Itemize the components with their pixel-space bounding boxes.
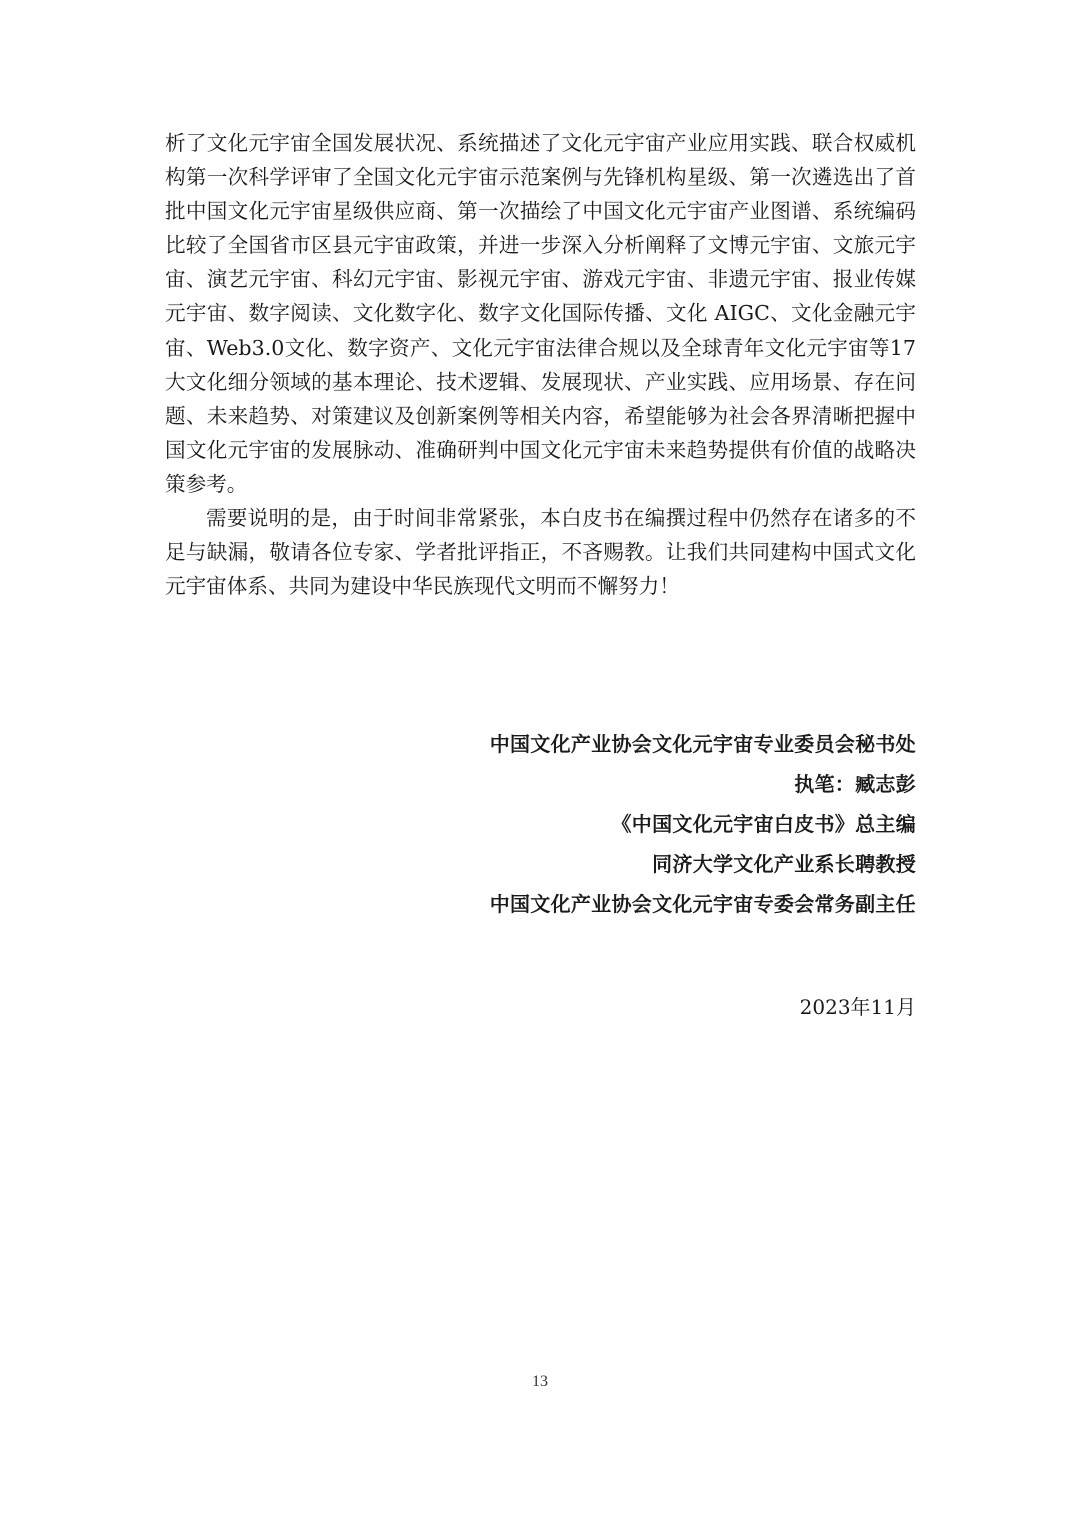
signature-role-deputy-director: 中国文化产业协会文化元宇宙专委会常务副主任	[489, 892, 916, 916]
signature-author: 执笔：臧志彭	[794, 772, 916, 796]
page-number: 13	[532, 1373, 548, 1390]
signature-role-professor: 同济大学文化产业系长聘教授	[652, 852, 916, 876]
signature-role-editor: 《中国文化元宇宙白皮书》总主编	[611, 812, 916, 836]
paragraph-closing-note: 需要说明的是，由于时间非常紧张，本白皮书在编撰过程中仍然存在诸多的不足与缺漏，敬请各位专家、学者批评指正，不吝赐教。让我们共同建构中国式文化元宇宙体系、共同为建设中华民族现代文明而不懈努力！	[165, 506, 916, 599]
body-text	[165, 126, 916, 603]
signature-block	[490, 724, 916, 924]
signature-organization: 中国文化产业协会文化元宇宙专业委员会秘书处	[489, 732, 916, 756]
document-date: 2023年11月	[799, 995, 916, 1019]
paragraph-continued: 析了文化元宇宙全国发展状况、系统描述了文化元宇宙产业应用实践、联合权威机构第一次科学评审了全国文化元宇宙示范案例与先锋机构星级、第一次遴选出了首批中国文化元宇宙星级供应商、第一次描绘了中国文化元宇宙产业图谱、系统编码比较了全国省市区县元宇宙政策，并进一步深入分析阐释了文博元宇宙、文旅元宇宙、演艺元宇宙、科幻元宇宙、影视元宇宙、游戏元宇宙、非遗元宇宙、报业传媒元宇宙、数字阅读、文化数字化、数字文化国际传播、文化 AIGC、文化金融元宇宙、Web3.0文化、数字资产、文化元宇宙法律合规以及全球青年文化元宇宙等17大文化细分领域的基本理论、技术逻辑、发展现状、产业实践、应用场景、存在问题、未来趋势、对策建议及创新案例等相关内容，希望能够为社会各界清晰把握中国文化元宇宙的发展脉动、准确研判中国文化元宇宙未来趋势提供有价值的战略决策参考。	[165, 131, 916, 496]
